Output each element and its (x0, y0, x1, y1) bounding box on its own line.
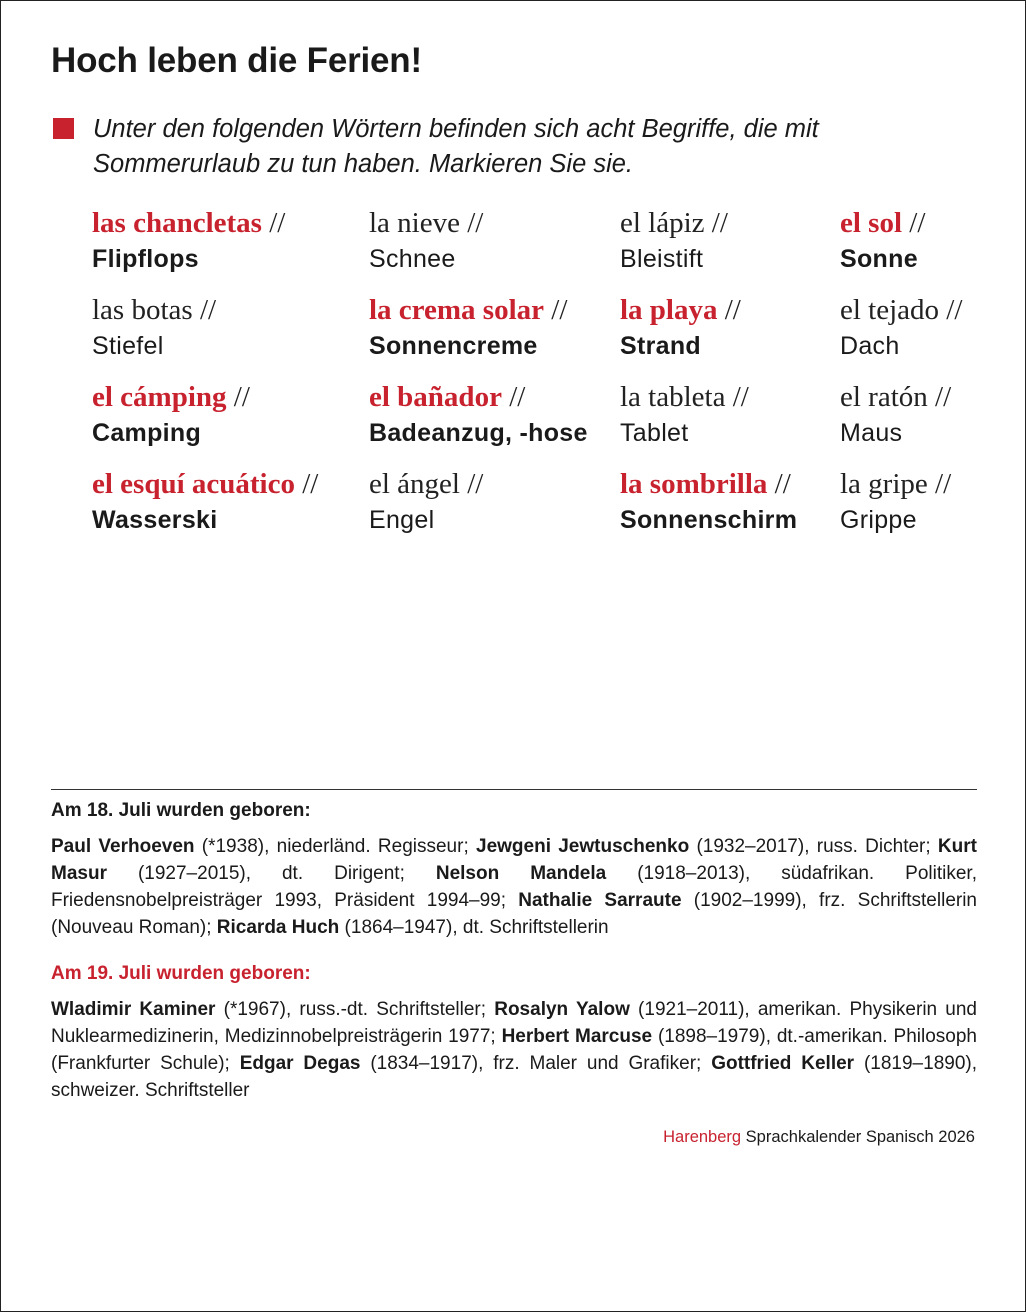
spanish-term (369, 206, 483, 240)
word-pair (840, 293, 962, 365)
person-details: (1864–1947), dt. Schriftstellerin (339, 917, 609, 938)
spanish-term (620, 467, 797, 501)
spanish-term (840, 206, 925, 240)
german-translation: Sonnencreme (369, 332, 538, 360)
spanish-term (620, 206, 728, 240)
word-pair (92, 380, 250, 452)
german-translation: Wasserski (92, 506, 218, 534)
red-square-bullet-icon (53, 118, 74, 139)
separator: // (732, 381, 749, 413)
divider (51, 789, 977, 790)
spanish-term (369, 380, 588, 414)
person-name: Gottfried Keller (711, 1053, 855, 1074)
german-translation: Grippe (840, 506, 917, 534)
person-details: (1927–2015), dt. Dirigent; (106, 863, 436, 884)
births-heading-july-19: Am 19. Juli wurden geboren: (51, 963, 311, 984)
spanish-word: el cámping (92, 381, 227, 413)
person-details: (*1938), niederländ. Regisseur; (194, 836, 476, 857)
word-pair (620, 293, 741, 365)
spanish-word: la nieve (369, 207, 460, 239)
spanish-word: el esquí acuático (92, 468, 295, 500)
german-translation: Bleistift (620, 245, 704, 273)
separator: // (724, 294, 741, 326)
spanish-term (92, 380, 250, 414)
person-name: Nathalie Sarraute (518, 890, 682, 911)
separator: // (946, 294, 963, 326)
word-pair (369, 467, 483, 539)
separator: // (199, 294, 217, 326)
spanish-term (92, 206, 285, 240)
spanish-term (369, 293, 567, 327)
person-name: Jewgeni Jewtuschenko (476, 836, 690, 857)
spanish-term (369, 467, 483, 501)
word-pair (620, 206, 728, 278)
spanish-word: el bañador (369, 381, 502, 413)
separator: // (269, 207, 286, 239)
german-translation: Flipflops (92, 245, 199, 273)
spanish-word: el lápiz (620, 207, 705, 239)
word-pair (369, 293, 567, 365)
spanish-word: la sombrilla (620, 468, 768, 500)
word-pair (840, 467, 951, 539)
german-translation: Camping (92, 419, 202, 447)
spanish-word: la tableta (620, 381, 726, 413)
births-paragraph-july-18 (51, 833, 977, 941)
word-pair (620, 380, 749, 452)
person-name: Kurt Masur (51, 836, 977, 884)
word-pair (369, 380, 588, 452)
person-details: (1918–2013), südafrikan. Politiker, Friedensnobelpreisträger 1993, Präsident 1994–99; (51, 863, 977, 911)
births-heading-july-18: Am 18. Juli wurden geboren: (51, 800, 311, 821)
spanish-term (840, 467, 951, 501)
person-name: Ricarda Huch (216, 917, 340, 938)
german-translation: Maus (840, 419, 903, 447)
german-translation: Tablet (620, 419, 689, 447)
word-pair (92, 206, 285, 278)
separator: // (774, 468, 791, 500)
person-details: (1819–1890), schweizer. Schriftsteller (51, 1053, 978, 1101)
spanish-word: el sol (840, 207, 903, 239)
spanish-term (840, 293, 962, 327)
german-translation: Badeanzug, -hose (369, 419, 588, 447)
separator: // (935, 468, 952, 500)
person-details: (1898–1979), dt.-amerikan. Philosoph (Frankfurter Schule); (51, 1026, 977, 1074)
person-details: (1921–2011), amerikan. Physikerin und Nuklearmedizinerin, Medizinnobelpreisträgerin 1977; (51, 999, 977, 1047)
spanish-term (620, 380, 749, 414)
word-pair (92, 467, 318, 539)
spanish-word: el tejado (840, 294, 940, 326)
spanish-term (92, 293, 216, 327)
word-pair (369, 206, 483, 278)
person-details: (*1967), russ.-dt. Schriftsteller; (215, 999, 495, 1020)
separator: // (467, 207, 484, 239)
spanish-term (92, 467, 318, 501)
german-translation: Strand (620, 332, 701, 360)
person-details: (1902–1999), frz. Schriftstellerin (Nouveau Roman); (51, 890, 977, 938)
spanish-term (840, 380, 951, 414)
spanish-word: el ratón (840, 381, 928, 413)
word-pair (840, 206, 925, 278)
person-name: Rosalyn Yalow (494, 999, 630, 1020)
separator: // (935, 381, 952, 413)
separator: // (302, 468, 319, 500)
german-translation: Schnee (369, 245, 456, 273)
spanish-word: las chancletas (92, 207, 262, 239)
german-translation: Sonne (840, 245, 918, 273)
spanish-word: el ángel (369, 468, 460, 500)
spanish-word: la gripe (840, 468, 928, 500)
person-name: Paul Verhoeven (51, 836, 195, 857)
word-pair (620, 467, 797, 539)
footer-brand: Harenberg (663, 1128, 742, 1146)
spanish-word: la crema solar (369, 294, 545, 326)
german-translation: Engel (369, 506, 435, 534)
separator: // (467, 468, 484, 500)
german-translation: Sonnenschirm (620, 506, 798, 534)
person-name: Nelson Mandela (435, 863, 607, 884)
separator: // (551, 294, 568, 326)
separator: // (509, 381, 526, 413)
person-details: (1834–1917), frz. Maler und Grafiker; (360, 1053, 712, 1074)
word-pair (92, 293, 216, 365)
footer-credit (663, 1128, 975, 1147)
exercise-instruction: Unter den folgenden Wörtern befinden sich acht Begriffe, die mit Sommerurlaub zu tun haben. Markieren Sie sie. (93, 115, 819, 178)
person-details: (1932–2017), russ. Dichter; (689, 836, 938, 857)
separator: // (711, 207, 728, 239)
spanish-word: la playa (620, 294, 718, 326)
separator: // (233, 381, 250, 413)
page-title: Hoch leben die Ferien! (51, 41, 422, 80)
spanish-term (620, 293, 741, 327)
german-translation: Stiefel (92, 332, 164, 360)
person-name: Herbert Marcuse (501, 1026, 653, 1047)
german-translation: Dach (840, 332, 900, 360)
person-name: Edgar Degas (239, 1053, 361, 1074)
footer-text: Sprachkalender Spanisch 2026 (741, 1128, 975, 1146)
person-name: Wladimir Kaminer (51, 999, 216, 1020)
word-pair (840, 380, 951, 452)
spanish-word: las botas (92, 294, 193, 326)
births-paragraph-july-19 (51, 996, 977, 1104)
separator: // (909, 207, 926, 239)
